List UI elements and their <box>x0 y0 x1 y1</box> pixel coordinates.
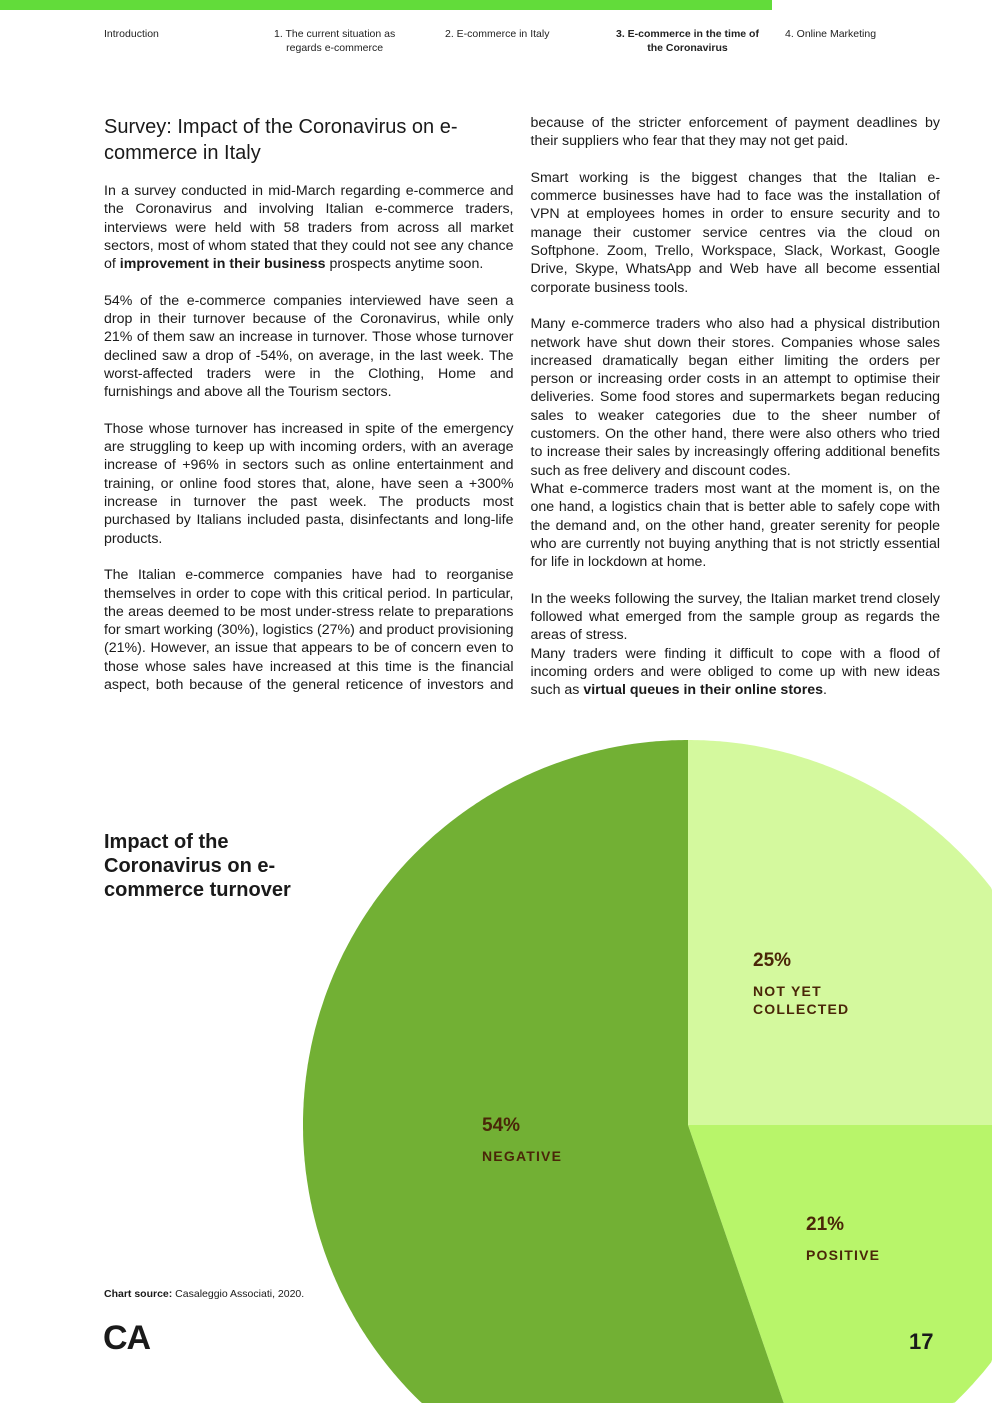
slice-percent: 25% <box>753 950 792 971</box>
nav-label: regards e-commerce <box>286 42 384 54</box>
nav-label: 1. The current situation as <box>274 28 396 40</box>
nav-label: Introduction <box>104 28 159 40</box>
nav-label: the Coronavirus <box>647 42 728 54</box>
text: . <box>823 682 827 699</box>
bold-text: improvement in their business <box>119 256 326 273</box>
article-title: Survey: Impact of the Coronavirus on e-commerce in Italy <box>104 116 458 164</box>
paragraph: The Italian e-commerce companies have had to reorganise themselves in order to cope with this critical period. In particular, the areas deemed to be most under-stress relate to preparations for smart working (30%), logistics (27%) and product provisioning (21%). However, an issue that appears to be of concern even to those whose sales have increased at this time is the financial aspect, both because of the general reticence of investors and because of the stricter enforcement of payment deadlines by their suppliers who fear that they may not get paid. <box>104 115 940 694</box>
page-number: 17 <box>909 1329 934 1354</box>
nav-label: 3. E-commerce in the time of <box>616 28 759 40</box>
slice-name: POSITIVE <box>806 1247 881 1263</box>
pie-slice-not-yet-collected <box>688 740 992 1125</box>
paragraph: What e-commerce traders most want at the moment is, on the one hand, a logistics chain that is better able to safely cope with the demand and, on the other hand, greater serenity for people who are currently not buying anything that is not strictly essential for life in lockdown at home. <box>530 480 940 571</box>
paragraph: In the weeks following the survey, the Italian market trend closely followed what emerged from the sample group as regards the areas of stress. <box>530 590 940 644</box>
text: In a survey conducted in mid-March regarding e-commerce and the Coronavirus and involving Italian e-commerce traders, interviews were held with 58 traders from across all market sectors, most of whom stated that they could not see any chance of <box>104 183 514 273</box>
slice-label-positive <box>806 1214 880 1264</box>
paragraph: 54% of the e-commerce companies interviewed have seen a drop in their turnover because of the Coronavirus, while only 21% of them saw an increase in turnover. Those whose turnover declined saw a drop of -54%, on average, in the last week. The worst-affected traders were in the Clothing, Home and furnishings and above all the Tourism sectors. <box>104 292 514 401</box>
nav-label: 4. Online Marketing <box>785 28 877 40</box>
ca-logo: CA <box>103 1319 151 1357</box>
text: prospects anytime soon. <box>325 256 484 273</box>
text: Many traders were finding it difficult to cope with a flood of incoming orders and were obliged to come up with new ideas such as <box>530 645 940 699</box>
source-text: Casaleggio Associati, 2020. <box>172 1288 305 1300</box>
slice-name: NEGATIVE <box>482 1148 563 1164</box>
source-label: Chart source: <box>104 1288 173 1300</box>
paragraph: Those whose turnover has increased in spite of the emergency are struggling to keep up with incoming orders, with an average increase of +96% in sectors such as online entertainment and training, or online food stores that, alone, have seen a +300% increase in turnover the past week. The products most purchased by Italians included pasta, disinfectants and long-life products. <box>104 420 514 547</box>
slice-label-not-yet-collected <box>753 950 863 1018</box>
paragraph <box>104 182 514 273</box>
paragraph <box>531 645 941 700</box>
slice-label-negative <box>482 1115 562 1165</box>
chart-source <box>104 1288 304 1300</box>
bold-text: virtual queues in their online stores <box>583 682 824 699</box>
slice-percent: 54% <box>482 1115 521 1136</box>
nav-label: 2. E-commerce in Italy <box>445 28 550 40</box>
paragraph: Smart working is the biggest changes that the Italian e-commerce businesses have had to face was the installation of VPN at employees homes in order to ensure security and to manage their customer service centres via the cloud on Softphone. Zoom, Trello, Workspace, Slack, Workast, Google Drive, Skype, WhatsApp and Web have all become essential corporate business tools. <box>530 169 940 296</box>
article-body <box>104 114 940 700</box>
paragraph: Many e-commerce traders who also had a physical distribution network have shut down their stores. Companies whose sales increased dramatically began either limiting the orders per person or increasing order costs in an attempt to optimise their deliveries. Some food stores and supermarkets began reducing sales to weaker categories due to the sheer number of customers. On the other hand, there were also others who tried to increase their sales by increasingly offering additional benefits such as free delivery and discount codes. <box>530 316 940 479</box>
slice-percent: 21% <box>806 1214 845 1235</box>
slice-name: NOT YET COLLECTED <box>753 983 850 1017</box>
chart-title: Impact of the Coronavirus on e-commerce turnover <box>104 831 291 901</box>
